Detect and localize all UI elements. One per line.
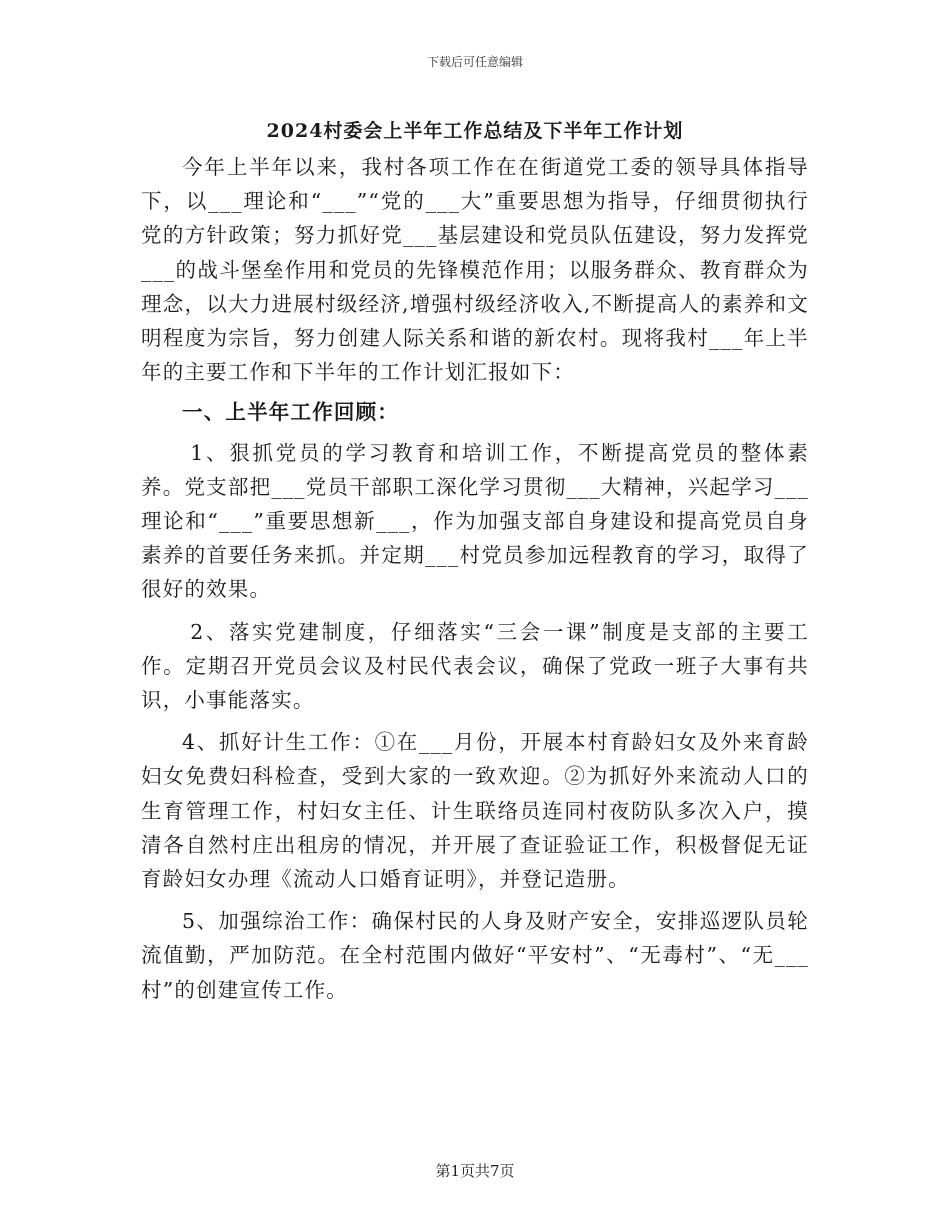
paragraph-item-5: 5、加强综治工作：确保村民的人身及财产安全，安排巡逻队员轮流值勤，严加防范。在全村范围内做好“平安村”、“无毒村”、“无___村”的创建宣传工作。 — [141, 909, 809, 1002]
intro-paragraph: 今年上半年以来，我村各项工作在在街道党工委的领导具体指导下，以___理论和“___”“党的___大”重要思想为指导，仔细贯彻执行党的方针政策；努力抓好党___基层建设和党员队伍建设，努力发挥党___的战斗堡垒作用和党员的先锋模范作用；以服务群众、教育群众为理念，以大力进展村级经济,增强村级经济收入,不断提高人的素养和文明程度为宗旨，努力创建人际关系和谐的新农村。现将我村___年上半年的主要工作和下半年的工作计划汇报如下： — [141, 155, 809, 385]
paragraph-item-4: 4、抓好计生工作：①在___月份，开展本村育龄妇女及外来育龄妇女免费妇科检查，受到大家的一致欢迎。②为抓好外来流动人口的生育管理工作，村妇女主任、计生联络员连同村夜防队多次入户，摸清各自然村庄出租房的情况，并开展了查证验证工作，积极督促无证育龄妇女办理《流动人口婚育证明》，并登记造册。 — [141, 730, 809, 892]
header-note: 下载后可任意编辑 — [426, 55, 523, 69]
paragraph-item-1: 1、狠抓党员的学习教育和培训工作，不断提高党员的整体素养。党支部把___党员干部职工深化学习贯彻___大精神，兴起学习___理论和“___”重要思想新___，作为加强支部自身建设和提高党员自身素养的首要任务来抓。并定期___村党员参加远程教育的学习，取得了很好的效果。 — [141, 440, 809, 602]
document-body — [141, 150, 809, 1007]
document-title: 2024村委会上半年工作总结及下半年工作计划 — [266, 120, 684, 142]
paragraph-item-2: 2、落实党建制度，仔细落实“三会一课”制度是支部的主要工作。定期召开党员会议及村民代表会议，确保了党政一班子大事有共识，小事能落实。 — [141, 619, 809, 713]
page-footer: 第1页共7页 — [435, 1162, 515, 1180]
section-heading-review: 一、上半年工作回顾： — [182, 400, 399, 425]
